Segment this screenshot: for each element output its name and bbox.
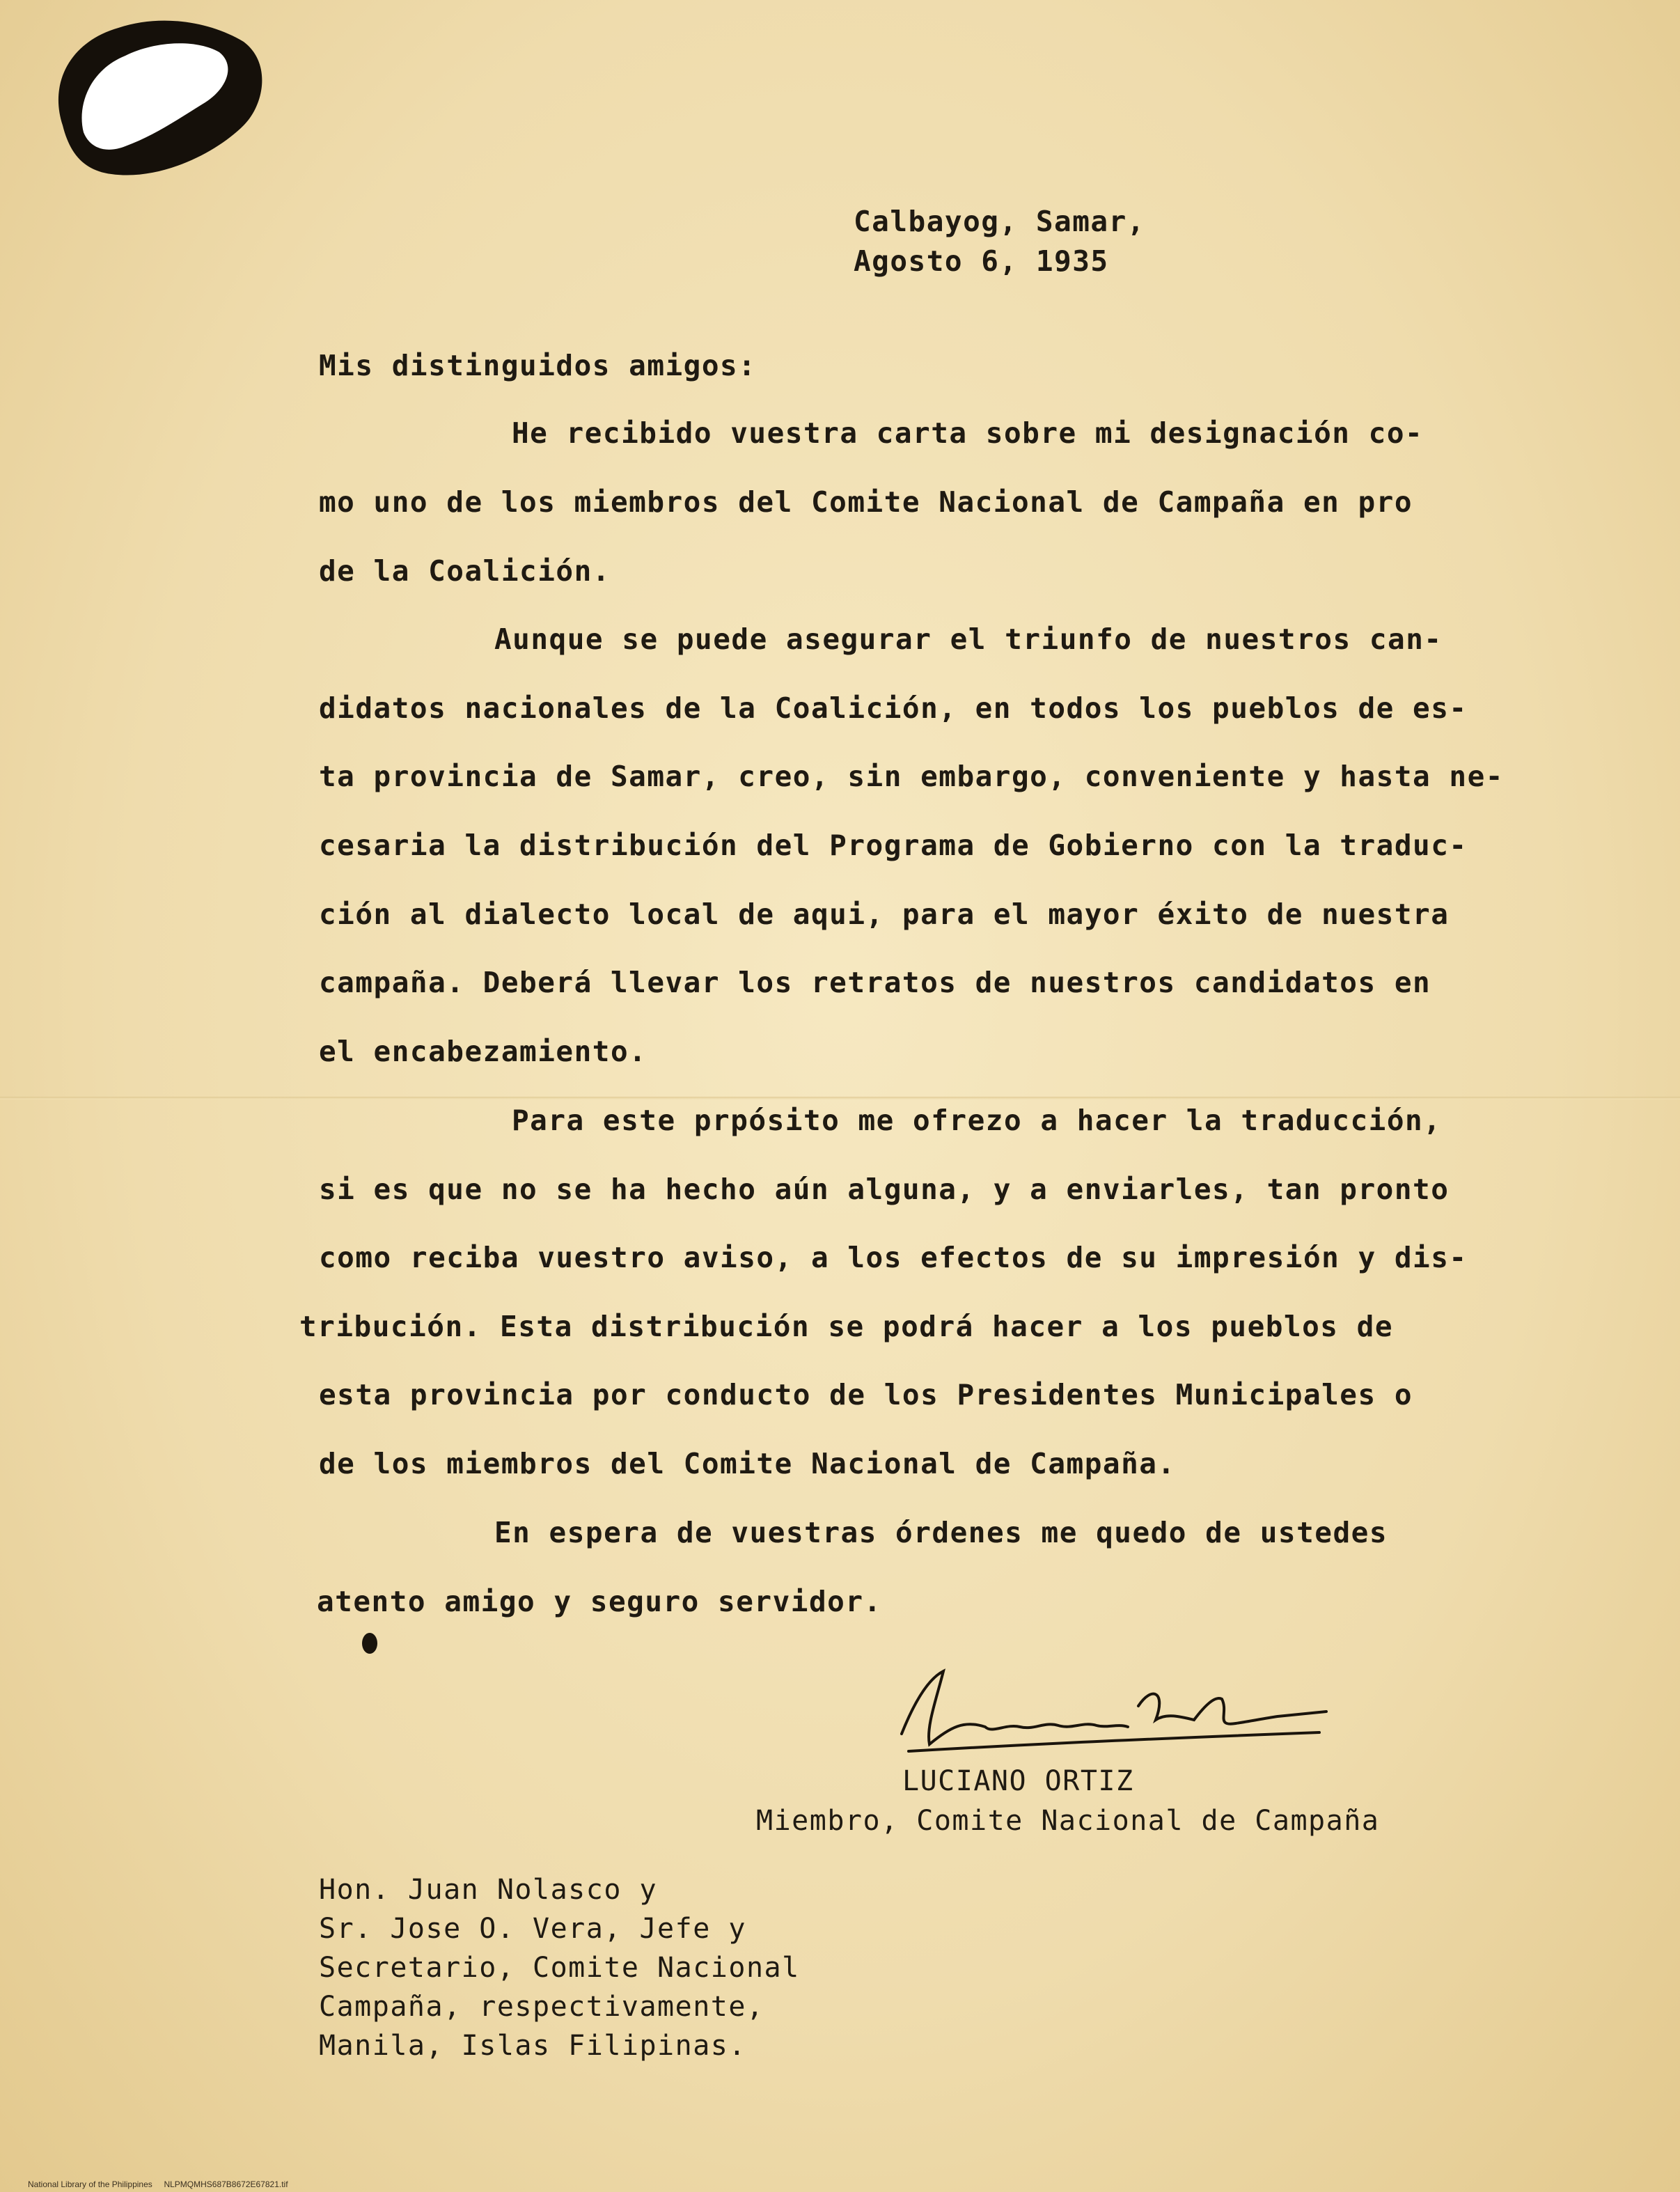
ink-blot <box>362 1633 377 1654</box>
header-date: Agosto 6, 1935 <box>854 244 1109 278</box>
signer-title: Miembro, Comite Nacional de Campaña <box>756 1805 1380 1837</box>
body-line: de los miembros del Comite Nacional de Campaña. <box>319 1447 1176 1480</box>
addressee-line: Sr. Jose O. Vera, Jefe y <box>319 1913 746 1945</box>
handwritten-signature <box>888 1657 1333 1783</box>
addressee-line: Manila, Islas Filipinas. <box>319 2030 746 2062</box>
addressee-line: Hon. Juan Nolasco y <box>319 1874 658 1906</box>
addressee-line: Secretario, Comite Nacional <box>319 1952 800 1984</box>
body-line: Aunque se puede asegurar el triunfo de nuestros can- <box>494 623 1443 656</box>
body-line: esta provincia por conducto de los Presidentes Municipales o <box>319 1378 1413 1411</box>
body-line: En espera de vuestras órdenes me quedo de ustedes <box>494 1516 1388 1549</box>
body-line: si es que no se ha hecho aún alguna, y a enviarles, tan pronto <box>319 1173 1450 1206</box>
body-line: ta provincia de Samar, creo, sin embargo, conveniente y hasta ne- <box>319 760 1504 793</box>
burn-hole <box>42 7 278 188</box>
body-line: Para este prpósito me ofrezo a hacer la traducción, <box>512 1104 1442 1137</box>
body-line: mo uno de los miembros del Comite Nacional de Campaña en pro <box>319 485 1413 519</box>
body-line: tribución. Esta distribución se podrá hacer a los pueblos de <box>299 1310 1394 1343</box>
body-line: de la Coalición. <box>319 554 611 588</box>
body-line: ción al dialecto local de aqui, para el mayor éxito de nuestra <box>319 898 1450 931</box>
header-place: Calbayog, Samar, <box>854 205 1145 238</box>
body-line: He recibido vuestra carta sobre mi designación co- <box>512 416 1424 450</box>
addressee-line: Campaña, respectivamente, <box>319 1991 764 2023</box>
signer-name: LUCIANO ORTIZ <box>902 1765 1134 1797</box>
body-line: campaña. Deberá llevar los retratos de nuestros candidatos en <box>319 966 1431 999</box>
body-line: como reciba vuestro aviso, a los efectos de su impresión y dis- <box>319 1241 1468 1274</box>
archive-footer: National Library of the Philippines NLPMQMHS687B8672E67821.tif <box>28 2179 288 2189</box>
paper-fold <box>0 1097 1680 1099</box>
body-line: didatos nacionales de la Coalición, en todos los pueblos de es- <box>319 691 1468 725</box>
salutation: Mis distinguidos amigos: <box>319 349 757 382</box>
body-line: el encabezamiento. <box>319 1035 647 1068</box>
body-line: cesaria la distribución del Programa de Gobierno con la traduc- <box>319 829 1468 862</box>
body-line: atento amigo y seguro servidor. <box>317 1585 882 1618</box>
